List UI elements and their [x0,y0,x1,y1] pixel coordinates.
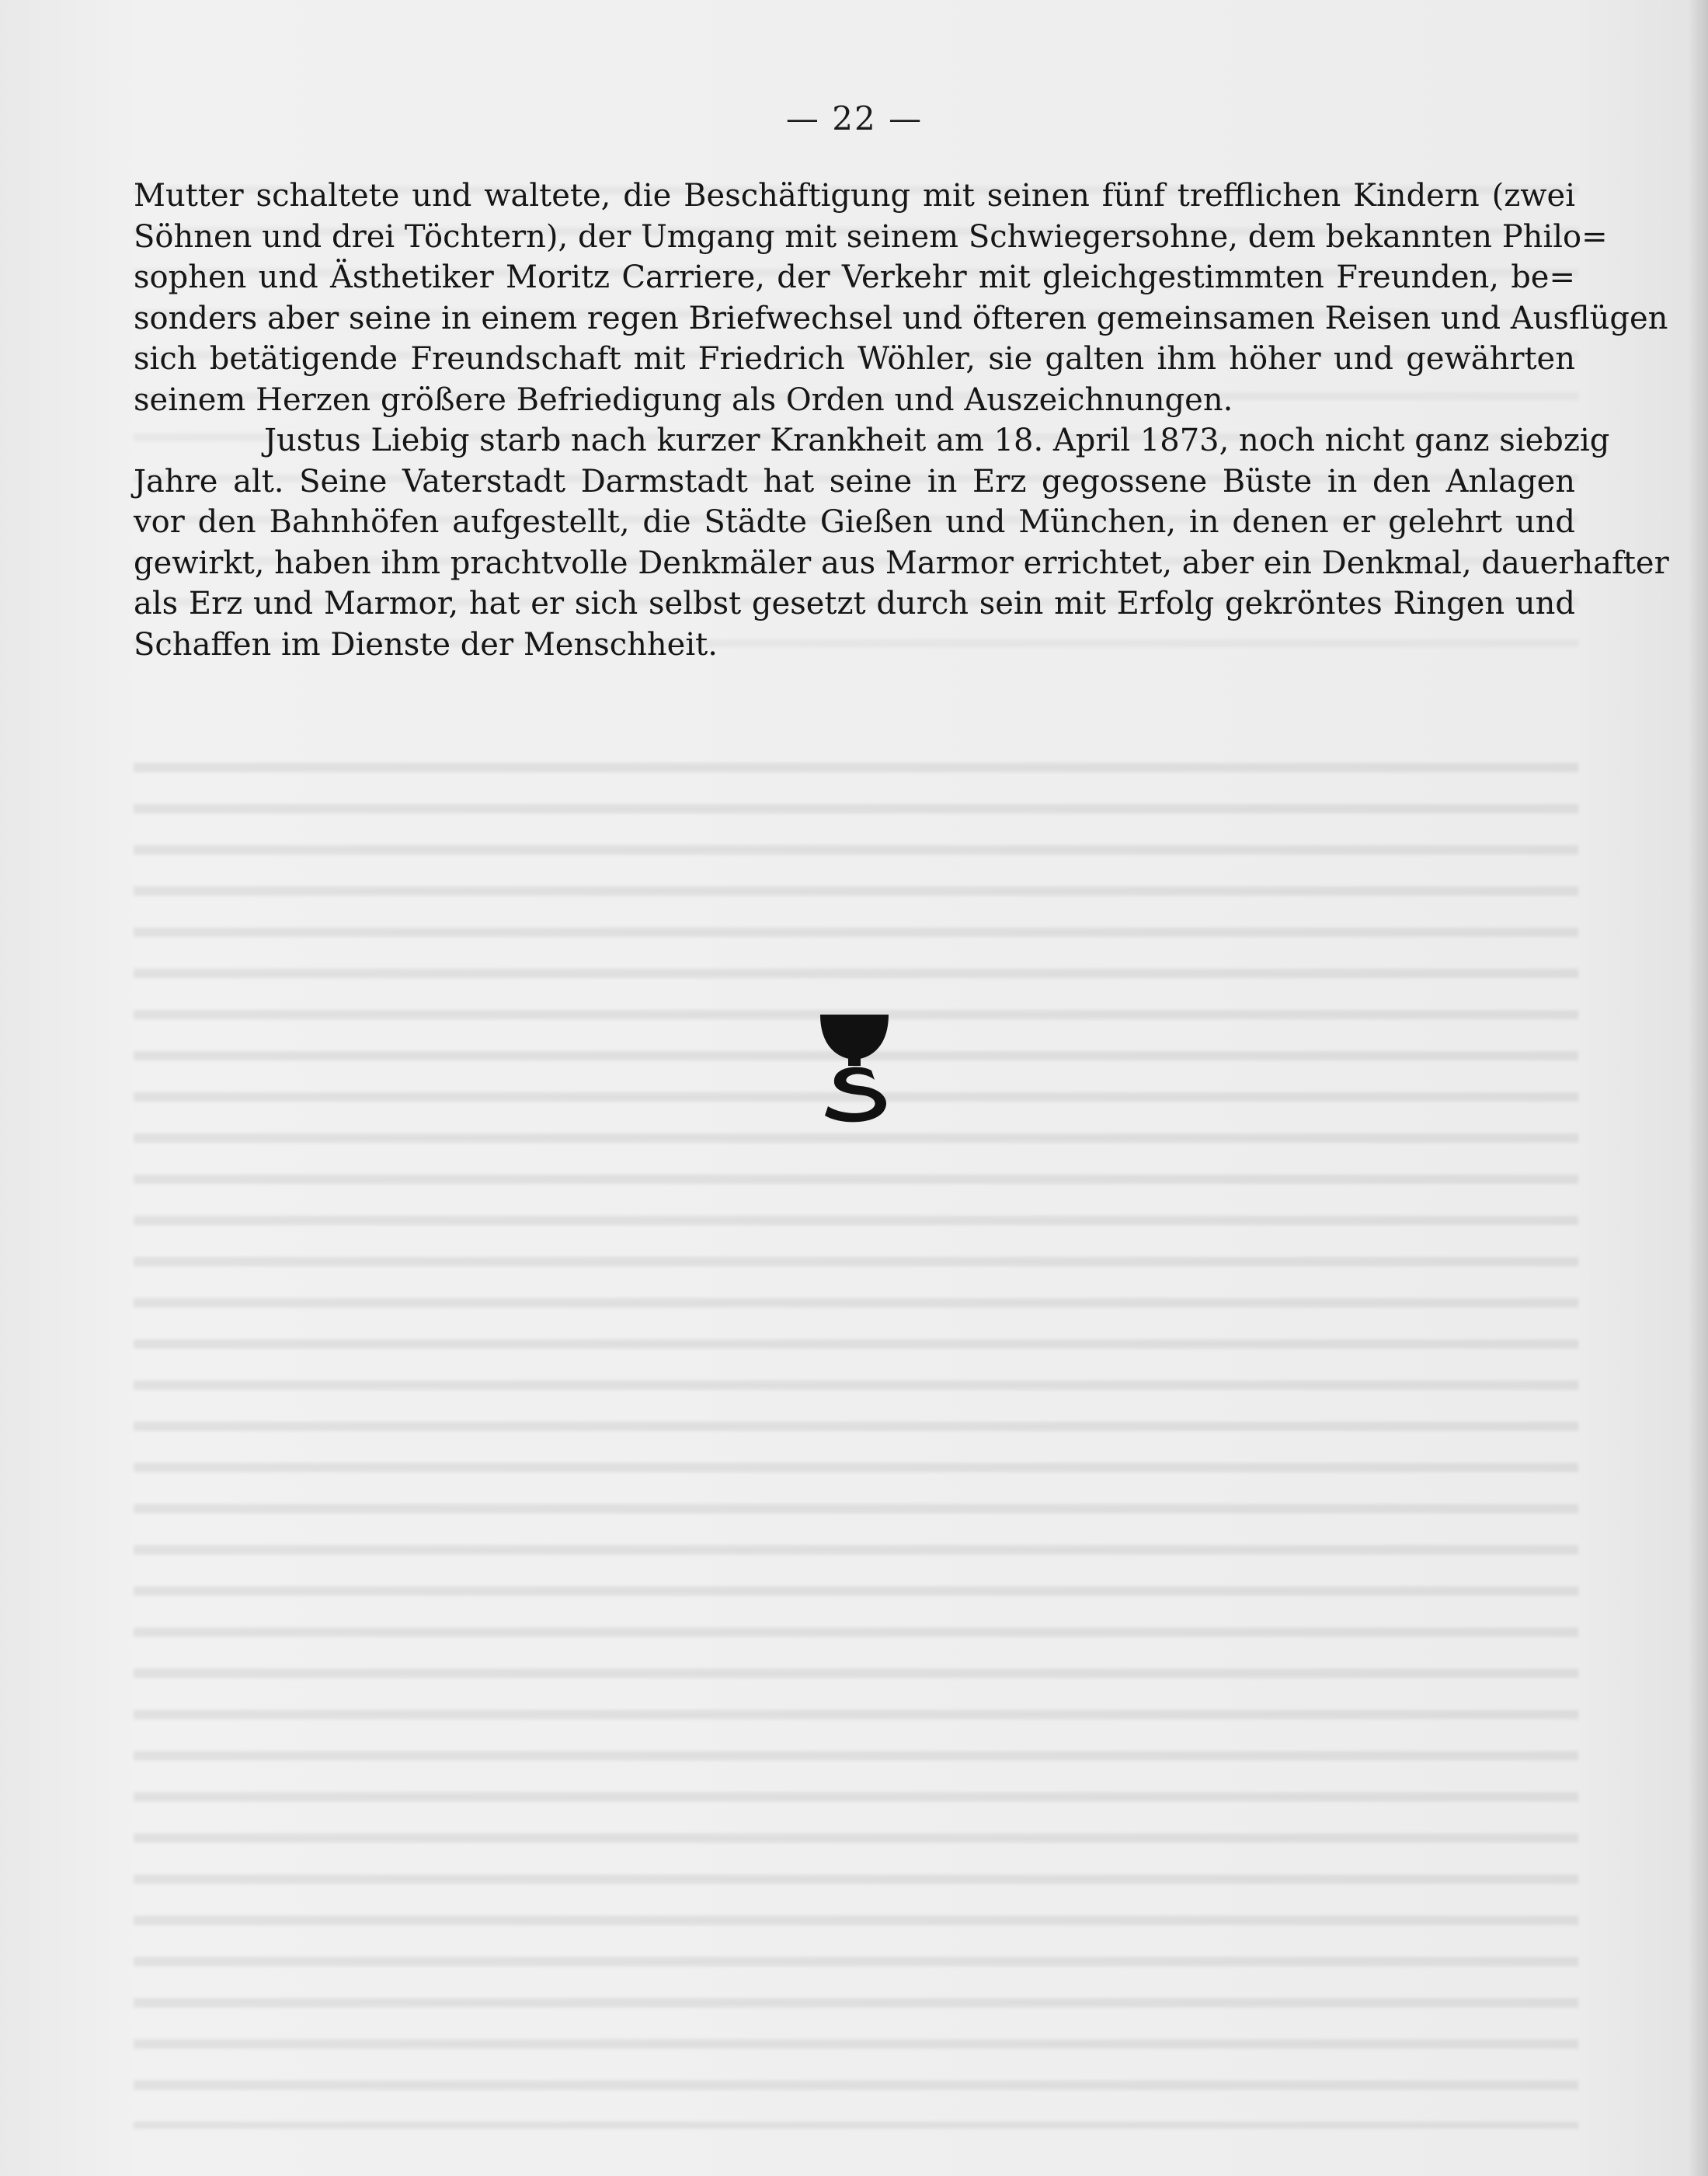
text-line: Schaffen im Dienste der Menschheit. [134,626,718,663]
vase-ornament-icon [817,1008,892,1133]
text-line: Justus Liebig starb nach kurzer Krankheit am 18. April 1873, noch nicht ganz siebzig [264,423,1610,458]
text-line: als Erz und Marmor, hat er sich selbst gesetzt durch sein mit Erfolg gekröntes Ringen und [134,586,1575,621]
text-line: gewirkt, haben ihm prachtvolle Denkmäler aus Marmor errichtet, aber ein Denkmal, dauerhafter [134,545,1669,581]
bleed-through-reverse-side [134,746,1578,2129]
main-text [134,176,1669,665]
text-line: Söhnen und drei Töchtern), der Umgang mit seinem Schwiegersohne, dem bekannten Philo= [134,218,1608,255]
text-line: sich betätigende Freundschaft mit Friedrich Wöhler, sie galten ihm höher und gewährten [134,341,1575,377]
page-number: — 22 — [785,99,924,138]
text-line: seinem Herzen größere Befriedigung als Orden und Auszeichnungen. [134,381,1233,418]
text-line: vor den Bahnhöfen aufgestellt, die Städte Gießen und München, in denen er gelehrt und [134,504,1575,540]
paragraph-2 [134,420,1669,665]
page-edge-shadow [1688,0,1708,2176]
paragraph-1 [134,176,1668,420]
text-line: sophen und Ästhetiker Moritz Carriere, der Verkehr mit gleichgestimmten Freunden, be= [134,259,1575,295]
text-line: Jahre alt. Seine Vaterstadt Darmstadt hat seine in Erz gegossene Büste in den Anlagen [134,463,1575,500]
text-line: Mutter schaltete und waltete, die Beschäftigung mit seinen fünf trefflichen Kindern (zwei [134,178,1575,214]
text-line: sonders aber seine in einem regen Briefwechsel und öfteren gemeinsamen Reisen und Ausflügen [134,300,1668,336]
